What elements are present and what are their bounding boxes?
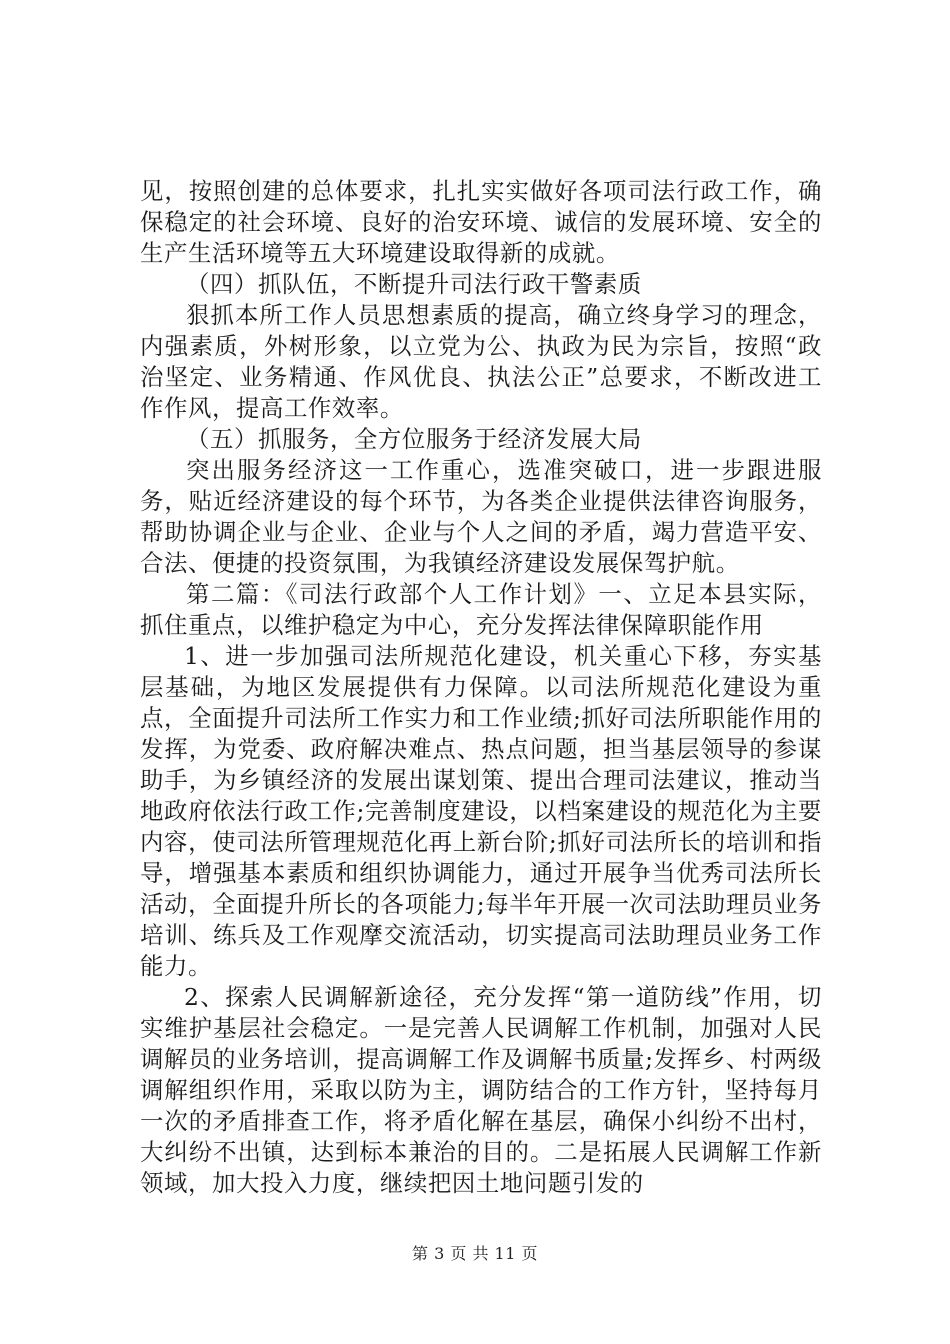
paragraph: 2、探索人民调解新途径，充分发挥“第一道防线”作用，切实维护基层社会稳定。一是完善人民调解工作机制，加强对人民调解员的业务培训，提高调解工作及调解书质量;发挥乡、村两级调解组织作用，采取以防为主，调防结合的工作方针，坚持每月一次的矛盾排查工作，将矛盾化解在基层，确保小纠纷不出村，大纠纷不出镇，达到标本兼治的目的。二是拓展人民调解工作新领域，加大投入力度，继续把因土地问题引发的 — [140, 983, 822, 1197]
paragraph: 狠抓本所工作人员思想素质的提高，确立终身学习的理念，内强素质，外树形象，以立党为公、执政为民为宗旨，按照“政治坚定、业务精通、作风优良、执法公正”总要求，不断改进工作作风，提高工作效率。 — [140, 301, 822, 422]
chapter-heading-paragraph: 第二篇：《司法行政部个人工作计划》一、立足本县实际，抓住重点，以维护稳定为中心，充分发挥法律保障职能作用 — [140, 580, 822, 639]
section-heading: （五）抓服务，全方位服务于经济发展大局 — [186, 425, 642, 453]
paragraph: 见，按照创建的总体要求，扎扎实实做好各项司法行政工作，确保稳定的社会环境、良好的治安环境、诚信的发展环境、安全的生产生活环境等五大环境建设取得新的成就。 — [140, 177, 822, 267]
section-heading: （四）抓队伍，不断提升司法行政干警素质 — [186, 270, 642, 298]
document-body — [140, 176, 822, 1199]
page-number-footer: 第 3 页 共 11 页 — [412, 1244, 538, 1263]
paragraph: 1、进一步加强司法所规范化建设，机关重心下移，夯实基层基础，为地区发展提供有力保障。以司法所规范化建设为重点，全面提升司法所工作实力和工作业绩;抓好司法所职能作用的发挥，为党委、政府解决难点、热点问题，担当基层领导的参谋助手，为乡镇经济的发展出谋划策、提出合理司法建议，推动当地政府依法行政工作;完善制度建设，以档案建设的规范化为主要内容，使司法所管理规范化再上新台阶;抓好司法所长的培训和指导，增强基本素质和组织协调能力，通过开展争当优秀司法所长活动，全面提升所长的各项能力;每半年开展一次司法助理员业务培训、练兵及工作观摩交流活动，切实提高司法助理员业务工作能力。 — [140, 642, 822, 980]
paragraph: 突出服务经济这一工作重心，选准突破口，进一步跟进服务，贴近经济建设的每个环节，为各类企业提供法律咨询服务，帮助协调企业与企业、企业与个人之间的矛盾，竭力营造平安、合法、便捷的投资氛围，为我镇经济建设发展保驾护航。 — [140, 456, 822, 577]
